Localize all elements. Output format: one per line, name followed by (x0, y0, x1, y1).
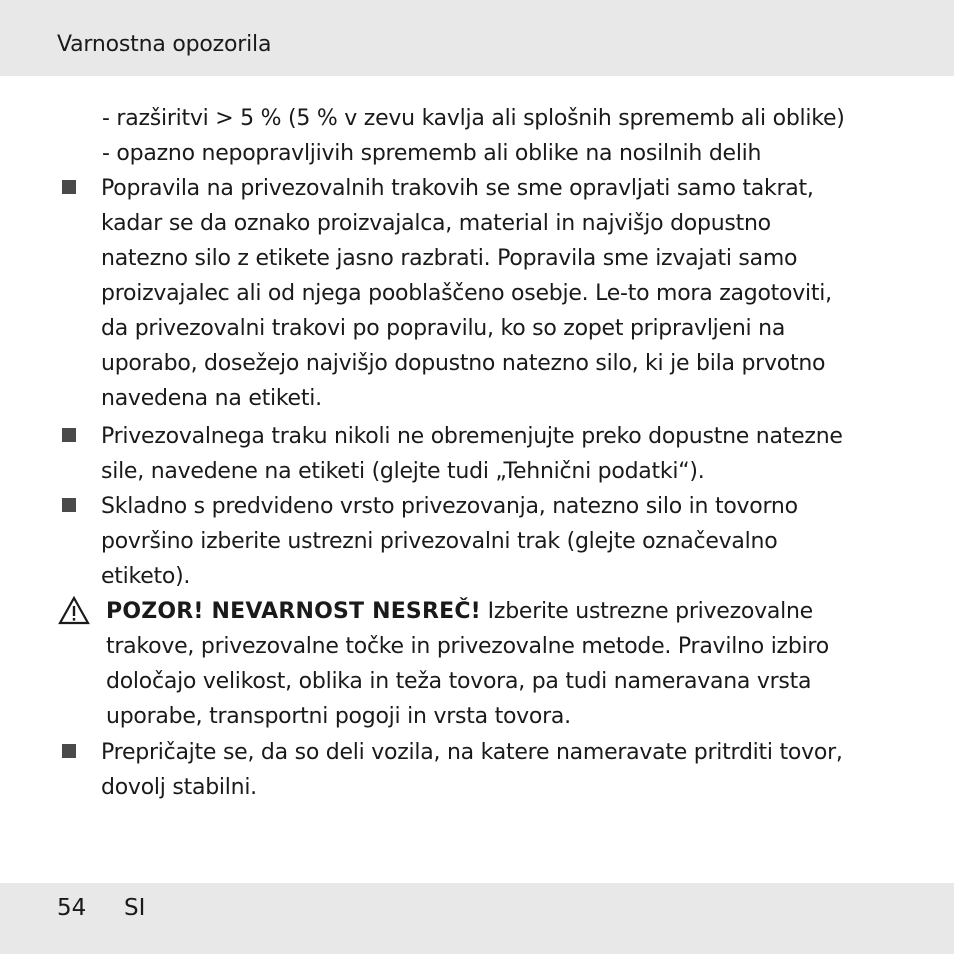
language-code: SI (124, 895, 146, 921)
paragraph-line: Privezovalnega traku nikoli ne obremenjujte preko dopustne natezne (101, 424, 843, 449)
paragraph-line: sile, navedene na etiketi (glejte tudi „Tehnični podatki“). (101, 459, 705, 484)
sub-item-text: - opazno nepopravljivih sprememb ali oblike na nosilnih delih (102, 141, 762, 166)
bullet-square-icon (62, 744, 76, 758)
paragraph-line: površino izberite ustrezni privezovalni trak (glejte označevalno (101, 529, 778, 554)
warning-text: Izberite ustrezne privezovalne (480, 599, 813, 624)
paragraph-line: trakove, privezovalne točke in privezovalne metode. Pravilno izbiro (106, 634, 829, 659)
paragraph-line: etiketo). (101, 564, 191, 589)
section-title: Varnostna opozorila (57, 32, 272, 57)
warning-label: POZOR! NEVARNOST NESREČ! (106, 599, 481, 624)
bullet-square-icon (62, 498, 76, 512)
paragraph-line: dovolj stabilni. (101, 775, 257, 800)
paragraph-line: določajo velikost, oblika in teža tovora, pa tudi nameravana vrsta (106, 669, 812, 694)
bullet-square-icon (62, 180, 76, 194)
paragraph-line: proizvajalec ali od njega pooblaščeno osebje. Le-to mora zagotoviti, (101, 281, 832, 306)
paragraph-line: da privezovalni trakovi po popravilu, ko so zopet pripravljeni na (101, 316, 786, 341)
paragraph-line: uporabe, transportni pogoji in vrsta tovora. (106, 704, 571, 729)
paragraph-line: navedena na etiketi. (101, 386, 322, 411)
paragraph-line: Popravila na privezovalnih trakovih se sme opravljati samo takrat, (101, 176, 814, 201)
paragraph-line: uporabo, dosežejo najvišjo dopustno natezno silo, ki je bila prvotno (101, 351, 826, 376)
paragraph-line: Skladno s predvideno vrsto privezovanja, natezno silo in tovorno (101, 494, 798, 519)
paragraph-line: natezno silo z etikete jasno razbrati. Popravila sme izvajati samo (101, 246, 798, 271)
paragraph-line: kadar se da oznako proizvajalca, material in najvišjo dopustno (101, 211, 771, 236)
warning-first-line (106, 594, 936, 629)
paragraph-line: Prepričajte se, da so deli vozila, na katere nameravate pritrditi tovor, (101, 740, 843, 765)
page-number: 54 (57, 895, 87, 921)
warning-triangle-icon (58, 596, 90, 626)
bullet-square-icon (62, 428, 76, 442)
sub-item-text: - razširitvi > 5 % (5 % v zevu kavlja ali splošnih sprememb ali oblike) (102, 106, 845, 131)
